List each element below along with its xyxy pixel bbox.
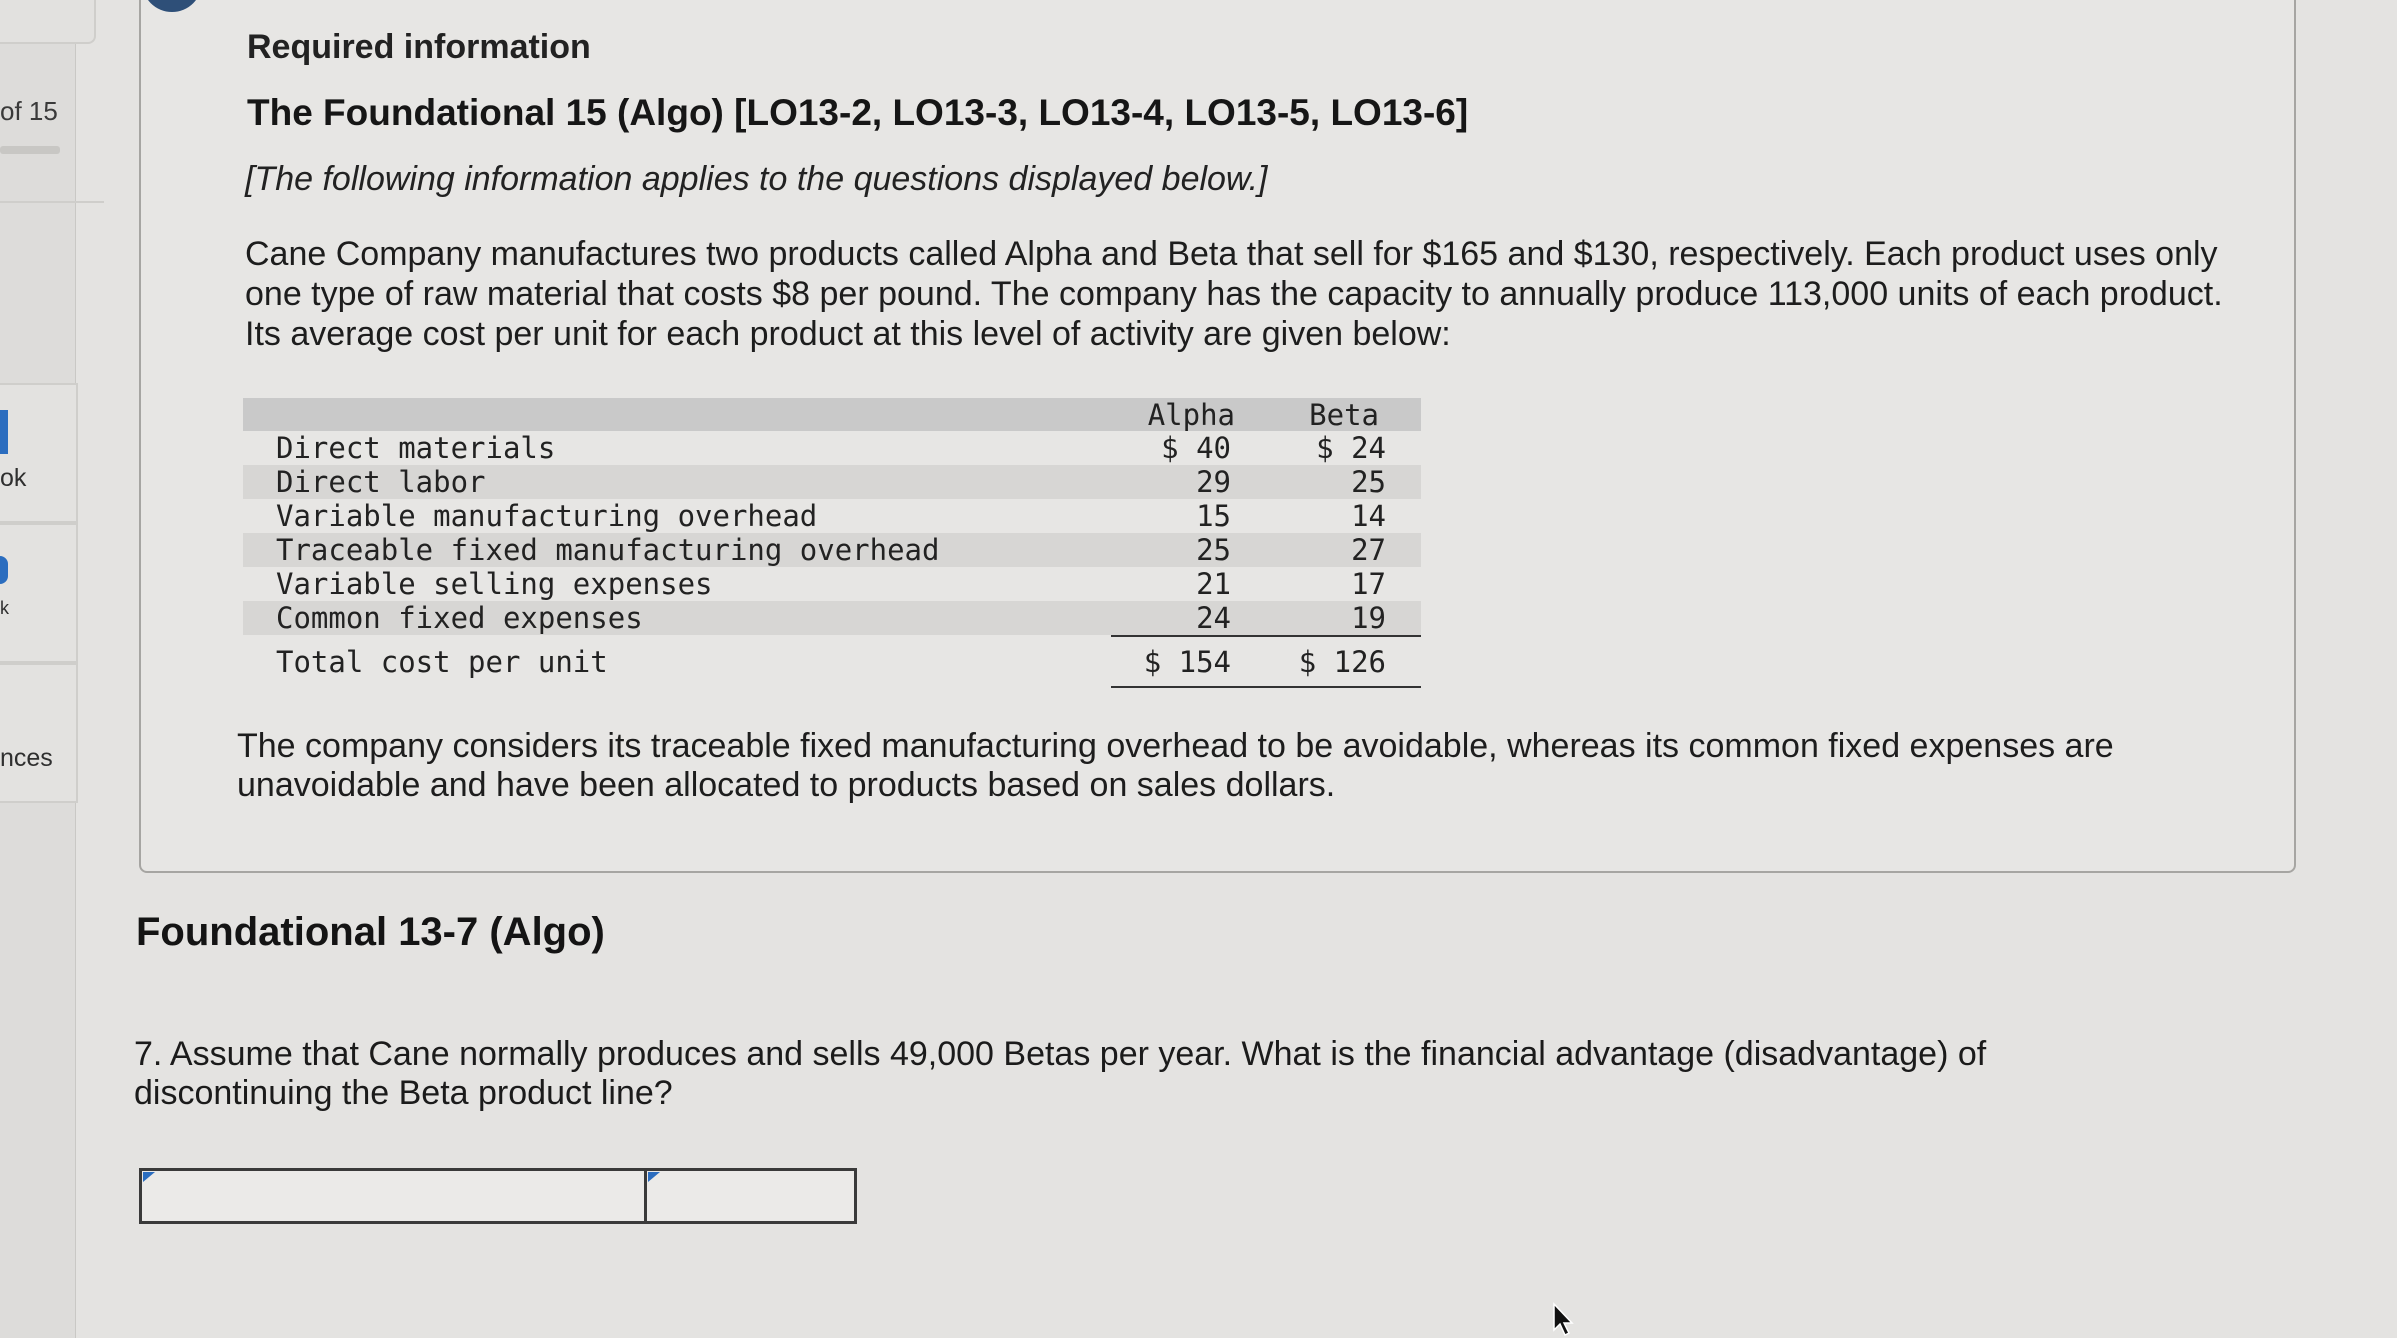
mouse-cursor-icon [1552,1302,1578,1338]
column-header-alpha: Alpha [1147,398,1235,432]
beta-total: $ 126 [1298,645,1386,679]
beta-value: $ 24 [1316,431,1386,465]
input-flag-icon [648,1172,660,1182]
row-label: Traceable fixed manufacturing overhead [276,533,940,567]
row-label: Variable manufacturing overhead [276,499,818,533]
answer-amount-input[interactable] [647,1171,854,1221]
alpha-value: 29 [1196,465,1231,499]
sidebar-item-references[interactable] [0,663,78,803]
alpha-value: $ 40 [1161,431,1231,465]
beta-value: 25 [1351,465,1386,499]
table-row [243,567,1421,601]
panel-heading: The Foundational 15 (Algo) [LO13-2, LO13-3, LO13-4, LO13-5, LO13-6] [247,92,1469,133]
sidebar-item-references-label: nces [0,744,53,772]
sidebar-top-box[interactable] [0,0,96,44]
total-rule-beta [1263,686,1421,688]
alpha-value: 21 [1196,567,1231,601]
table-row [243,533,1421,567]
table-row [243,431,1421,465]
alpha-value: 25 [1196,533,1231,567]
dropdown-flag-icon [143,1172,155,1182]
sidebar-item-ebook[interactable] [0,383,78,523]
alpha-value: 15 [1196,499,1231,533]
row-label: Direct labor [276,465,486,499]
question-title: Foundational 13-7 (Algo) [136,910,605,954]
beta-value: 27 [1351,533,1386,567]
progress-bar [0,146,60,154]
alpha-total: $ 154 [1143,645,1231,679]
required-info-label: Required information [247,28,591,66]
alpha-value: 24 [1196,601,1231,635]
table-header-row [243,398,1421,431]
column-header-beta: Beta [1309,398,1379,432]
fixed-cost-note: The company considers its traceable fixed manufacturing overhead to be avoidable, whereas its common fixed expenses are unavoidable and have been allocated to products based on sales dollars. [237,727,2114,804]
total-rule-alpha [1111,686,1263,688]
problem-description: Cane Company manufactures two products called Alpha and Beta that sell for $165 and $130, respectively. Each product uses only one type of raw material that costs $8 per pound. The company has the capacity to annually produce 113,000 units of each product. Its average cost per unit for each product at this level of activity are given below: [245,235,2223,353]
total-label: Total cost per unit [276,645,608,679]
answer-label-select[interactable] [142,1171,647,1221]
beta-value: 14 [1351,499,1386,533]
table-row [243,601,1421,635]
row-label: Direct materials [276,431,556,465]
question-nav-sidebar [0,0,76,1338]
answer-row [139,1168,857,1224]
table-row [243,465,1421,499]
sidebar-item-ebook-label: ok [0,464,27,492]
cost-per-unit-table [243,398,1421,687]
question-count: of 15 [0,96,58,126]
beta-value: 17 [1351,567,1386,601]
sidebar-item-ask[interactable] [0,523,78,663]
table-row [243,499,1421,533]
sidebar-divider [0,201,104,203]
row-label: Variable selling expenses [276,567,713,601]
row-label: Common fixed expenses [276,601,643,635]
chat-icon [0,556,8,584]
table-total-row [243,635,1421,687]
question-text: 7. Assume that Cane normally produces and sells 49,000 Betas per year. What is the financial advantage (disadvantage) of discontinuing the Beta product line? [134,1035,1987,1112]
panel-note: [The following information applies to the questions displayed below.] [245,160,1268,198]
beta-value: 19 [1351,601,1386,635]
book-icon [0,410,8,454]
sidebar-item-ask-label: k [0,598,9,618]
